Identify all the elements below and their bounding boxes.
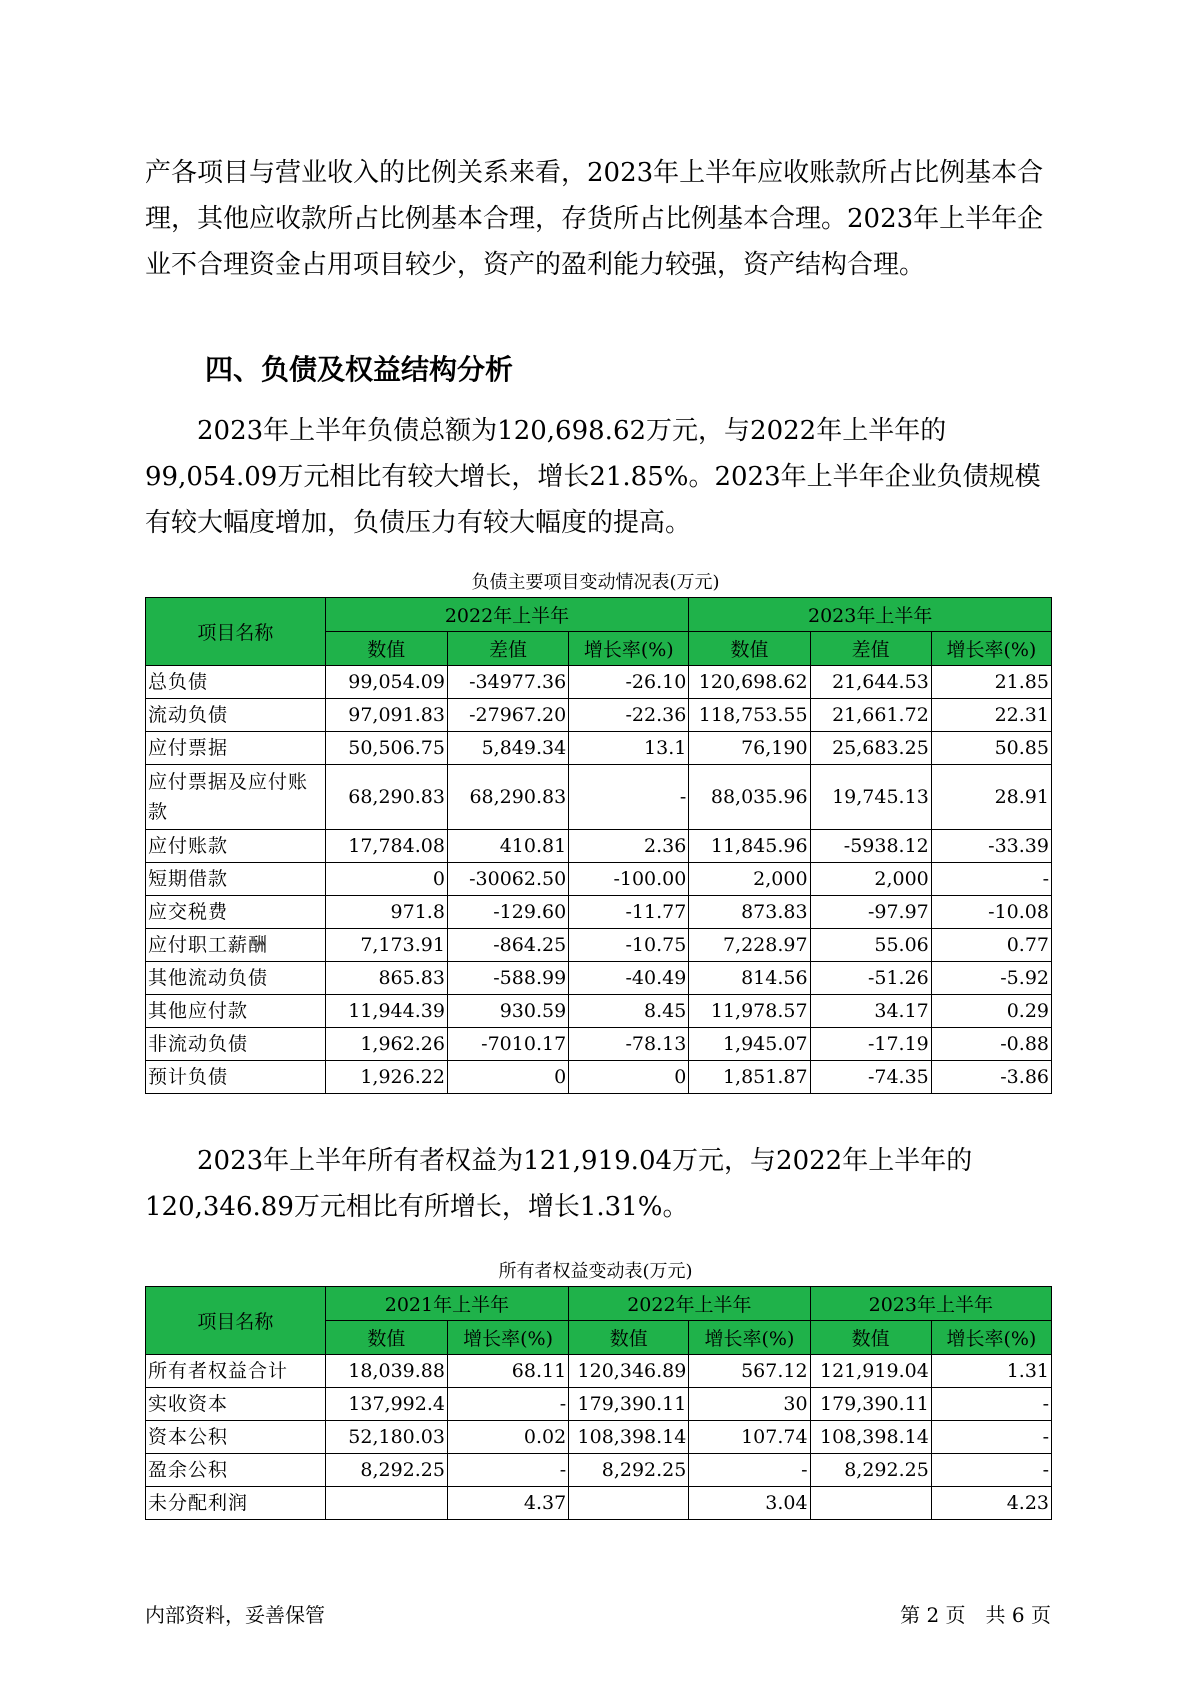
subheader: 差值 [447,632,568,666]
liabilities-table [145,597,1052,1094]
table-cell: 68,290.83 [447,765,568,830]
table-row [146,1487,1052,1520]
table-cell [810,1487,931,1520]
table-row [146,1355,1052,1388]
table-cell: -10.75 [569,929,689,962]
row-label: 所有者权益合计 [146,1355,326,1388]
table-cell: 97,091.83 [325,699,447,732]
table-cell: -40.49 [569,962,689,995]
table-cell: 25,683.25 [810,732,931,765]
table-cell: 2,000 [689,863,810,896]
table-cell: 120,698.62 [689,666,810,699]
table-cell: 179,390.11 [810,1388,931,1421]
table-cell: - [447,1454,568,1487]
paragraph-equity: 2023年上半年所有者权益为121,919.04万元，与2022年上半年的120,346.89万元相比有所增长，增长1.31%。 [145,1146,973,1222]
table-cell: 88,035.96 [689,765,810,830]
row-label: 盈余公积 [146,1454,326,1487]
table-cell: 120,346.89 [569,1355,689,1388]
table-cell: - [689,1454,810,1487]
table-cell: -5.92 [931,962,1051,995]
table-cell: 21.85 [931,666,1051,699]
header-item-name: 项目名称 [146,598,326,666]
table-cell: -26.10 [569,666,689,699]
subheader: 差值 [810,632,931,666]
table-cell: - [931,1421,1051,1454]
table-row [146,863,1052,896]
subheader: 增长率(%) [447,1321,568,1355]
paragraph-liabilities: 2023年上半年负债总额为120,698.62万元，与2022年上半年的99,054.09万元相比有较大增长，增长21.85%。2023年上半年企业负债规模有较大幅度增加，负债压力有较大幅度的提高。 [145,416,1041,538]
table-cell: 34.17 [810,995,931,1028]
table-cell: 3.04 [689,1487,810,1520]
table-cell: 107.74 [689,1421,810,1454]
table-cell: 0.77 [931,929,1051,962]
header-period-2023: 2023年上半年 [689,598,1052,632]
table-cell: 55.06 [810,929,931,962]
table-cell: 567.12 [689,1355,810,1388]
table-row [146,962,1052,995]
table-row [146,699,1052,732]
subheader: 数值 [569,1321,689,1355]
table-row [146,732,1052,765]
header-period-2022: 2022年上半年 [325,598,689,632]
row-label: 应交税费 [146,896,326,929]
section-heading: 四、负债及权益结构分析 [205,353,514,386]
table-cell: 1,945.07 [689,1028,810,1061]
table-cell: 52,180.03 [325,1421,447,1454]
table-cell: -51.26 [810,962,931,995]
row-label: 资本公积 [146,1421,326,1454]
table-cell: 11,845.96 [689,830,810,863]
table-cell: -3.86 [931,1061,1051,1094]
table-cell: -78.13 [569,1028,689,1061]
table-row [146,666,1052,699]
table-cell: 930.59 [447,995,568,1028]
table-cell: 410.81 [447,830,568,863]
row-label: 非流动负债 [146,1028,326,1061]
table-cell: -7010.17 [447,1028,568,1061]
table-cell: 99,054.09 [325,666,447,699]
table-cell: 7,173.91 [325,929,447,962]
subheader: 增长率(%) [931,1321,1051,1355]
table-cell: 19,745.13 [810,765,931,830]
table-cell: 18,039.88 [325,1355,447,1388]
table-cell: -5938.12 [810,830,931,863]
row-label: 预计负债 [146,1061,326,1094]
table-cell: 68.11 [447,1355,568,1388]
header-item-name: 项目名称 [146,1287,326,1355]
table-cell: 108,398.14 [569,1421,689,1454]
header-period-2023: 2023年上半年 [810,1287,1051,1321]
table-cell: 0 [569,1061,689,1094]
table-row [146,1388,1052,1421]
row-label: 应付职工薪酬 [146,929,326,962]
table-cell: 118,753.55 [689,699,810,732]
table-cell: - [931,863,1051,896]
row-label: 流动负债 [146,699,326,732]
table-cell: -10.08 [931,896,1051,929]
table-row [146,765,1052,830]
table-cell: 11,944.39 [325,995,447,1028]
paragraph-asset-structure: 产各项目与营业收入的比例关系来看，2023年上半年应收账款所占比例基本合理，其他应收款所占比例基本合理，存货所占比例基本合理。2023年上半年企业不合理资金占用项目较少，资产的盈利能力较强，资产结构合理。 [145,158,1044,280]
row-label: 其他流动负债 [146,962,326,995]
table-cell: 4.23 [931,1487,1051,1520]
row-label: 未分配利润 [146,1487,326,1520]
table-cell: 8,292.25 [325,1454,447,1487]
table-cell: 865.83 [325,962,447,995]
table-cell: - [447,1388,568,1421]
row-label: 短期借款 [146,863,326,896]
table-cell: 1,851.87 [689,1061,810,1094]
table-row [146,1421,1052,1454]
equity-table [145,1286,1052,1520]
table-cell: -30062.50 [447,863,568,896]
table-cell: - [931,1388,1051,1421]
table-row [146,896,1052,929]
table-cell: -34977.36 [447,666,568,699]
table-cell: 68,290.83 [325,765,447,830]
table-cell: 50.85 [931,732,1051,765]
table-cell: 8,292.25 [569,1454,689,1487]
table-cell: 50,506.75 [325,732,447,765]
subheader: 数值 [325,1321,447,1355]
table-cell: 121,919.04 [810,1355,931,1388]
table-cell [325,1487,447,1520]
table-cell: 4.37 [447,1487,568,1520]
table-cell: -27967.20 [447,699,568,732]
table-row [146,830,1052,863]
table-cell: 137,992.4 [325,1388,447,1421]
row-label: 应付票据及应付账款 [146,765,326,830]
table-cell: 814.56 [689,962,810,995]
table-caption-equity: 所有者权益变动表(万元) [498,1261,693,1282]
footer-confidential-note: 内部资料，妥善保管 [145,1603,325,1627]
table-cell: -0.88 [931,1028,1051,1061]
table-cell: 22.31 [931,699,1051,732]
table-cell: 2,000 [810,863,931,896]
row-label: 实收资本 [146,1388,326,1421]
table-row [146,995,1052,1028]
subheader: 增长率(%) [569,632,689,666]
table-cell: 873.83 [689,896,810,929]
subheader: 数值 [810,1321,931,1355]
row-label: 总负债 [146,666,326,699]
table-cell: 21,661.72 [810,699,931,732]
table-row [146,929,1052,962]
table-row [146,1028,1052,1061]
subheader: 增长率(%) [689,1321,810,1355]
table-cell: -97.97 [810,896,931,929]
table-cell: -33.39 [931,830,1051,863]
table-cell: -100.00 [569,863,689,896]
table-row [146,1454,1052,1487]
table-cell: - [931,1454,1051,1487]
table-cell: 0 [325,863,447,896]
table-cell: -129.60 [447,896,568,929]
subheader: 增长率(%) [931,632,1051,666]
table-cell: 11,978.57 [689,995,810,1028]
table-cell: 0.02 [447,1421,568,1454]
table-cell: 21,644.53 [810,666,931,699]
table-cell: 0 [447,1061,568,1094]
table-cell: -588.99 [447,962,568,995]
table-cell: 8,292.25 [810,1454,931,1487]
table-cell: 1,962.26 [325,1028,447,1061]
header-period-2021: 2021年上半年 [325,1287,569,1321]
table-cell: 971.8 [325,896,447,929]
table-cell: 28.91 [931,765,1051,830]
table-cell: 2.36 [569,830,689,863]
subheader: 数值 [325,632,447,666]
table-cell: 7,228.97 [689,929,810,962]
table-row [146,1061,1052,1094]
table-cell: 5,849.34 [447,732,568,765]
table-cell: 76,190 [689,732,810,765]
header-period-2022: 2022年上半年 [569,1287,810,1321]
table-cell: 1.31 [931,1355,1051,1388]
table-cell: 13.1 [569,732,689,765]
table-cell: - [569,765,689,830]
table-cell [569,1487,689,1520]
table-cell: 17,784.08 [325,830,447,863]
row-label: 应付票据 [146,732,326,765]
row-label: 应付账款 [146,830,326,863]
row-label: 其他应付款 [146,995,326,1028]
table-cell: -74.35 [810,1061,931,1094]
table-cell: 108,398.14 [810,1421,931,1454]
table-cell: -17.19 [810,1028,931,1061]
table-cell: -11.77 [569,896,689,929]
table-cell: 8.45 [569,995,689,1028]
subheader: 数值 [689,632,810,666]
table-cell: 0.29 [931,995,1051,1028]
table-cell: 1,926.22 [325,1061,447,1094]
table-cell: -864.25 [447,929,568,962]
table-cell: 30 [689,1388,810,1421]
table-cell: 179,390.11 [569,1388,689,1421]
table-cell: -22.36 [569,699,689,732]
footer-page-number: 第 2 页 共 6 页 [900,1603,1051,1627]
table-caption-liabilities: 负债主要项目变动情况表(万元) [471,572,720,593]
